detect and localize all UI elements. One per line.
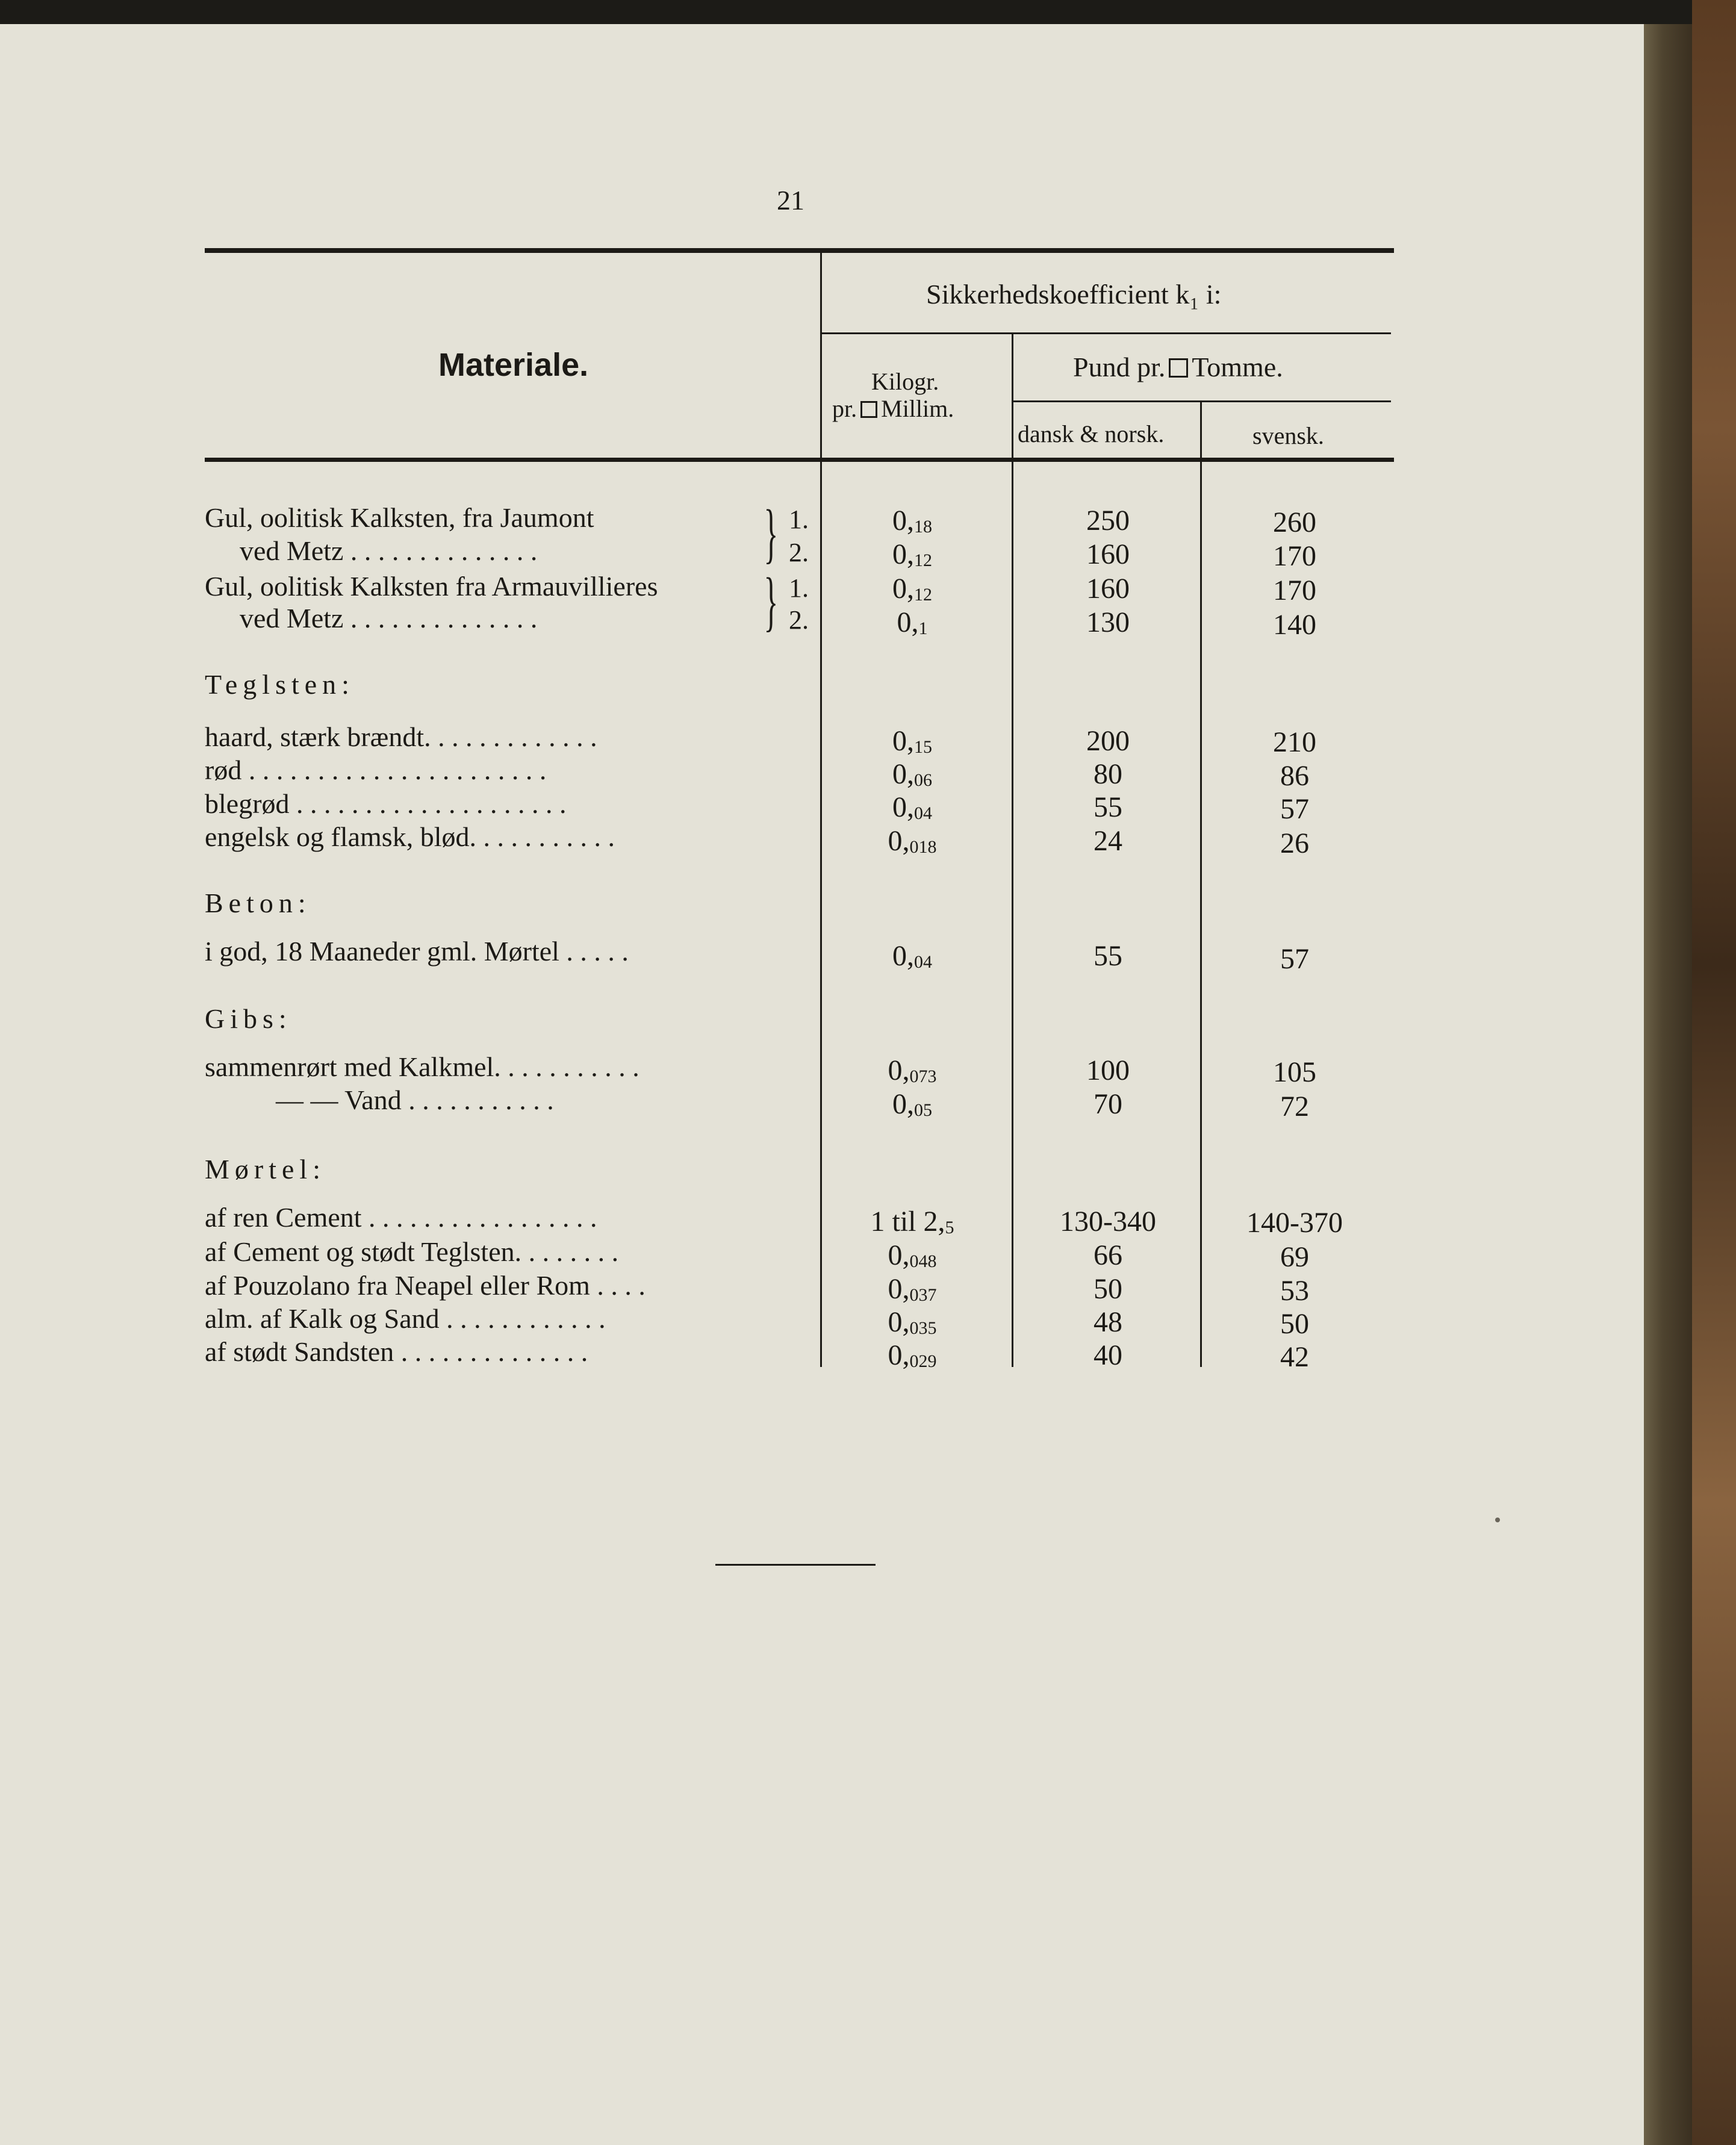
row-label: i god, 18 Maaneder gml. Mørtel . . . . . [205, 936, 629, 967]
header-kilogram-millim: Millim. [881, 395, 954, 422]
dansk-norsk-value: 200 [1086, 725, 1130, 757]
kilogram-value: 0,04 [892, 940, 932, 972]
svensk-value: 170 [1273, 540, 1316, 572]
svensk-value: 86 [1280, 760, 1309, 792]
page-number: 21 [777, 185, 804, 216]
kilogram-value: 0,05 [892, 1088, 932, 1120]
section-title-gibs: Gibs: [205, 1003, 292, 1034]
header-pound-pr: Pund pr. [1073, 352, 1166, 382]
dansk-norsk-value: 160 [1086, 538, 1130, 570]
header-kilogram-pr: pr. [832, 395, 857, 422]
section-title-beton: Beton: [205, 888, 311, 918]
header-svensk: svensk. [1252, 422, 1324, 449]
svensk-value: 170 [1273, 574, 1316, 606]
kilogram-value: 0,18 [892, 505, 932, 537]
header-dansk-norsk: dansk & norsk. [1018, 420, 1165, 447]
kilogram-value: 0,12 [892, 573, 932, 605]
svensk-value: 26 [1280, 827, 1309, 859]
row-index: 1. [789, 573, 809, 603]
kilogram-value: 0,029 [888, 1339, 937, 1371]
row-label: alm. af Kalk og Sand . . . . . . . . . . . . [205, 1303, 606, 1334]
kilogram-value: 0,073 [888, 1054, 937, 1086]
svensk-value: 42 [1280, 1341, 1309, 1373]
column-divider-dansk [1200, 402, 1202, 1367]
kilogram-value: 0,04 [892, 791, 932, 823]
brace-symbol: } [764, 496, 779, 570]
row-label: Gul, oolitisk Kalksten fra Armauvillieres [205, 571, 658, 602]
pound-subheader-rule [1013, 400, 1391, 402]
dansk-norsk-value: 48 [1094, 1306, 1122, 1338]
paper-speck [1495, 1518, 1500, 1522]
square-symbol-icon [1169, 358, 1188, 378]
svensk-value: 69 [1280, 1241, 1309, 1273]
dansk-norsk-value: 70 [1094, 1088, 1122, 1120]
dansk-norsk-value: 100 [1086, 1054, 1130, 1086]
dansk-norsk-value: 55 [1094, 791, 1122, 823]
row-label: ved Metz . . . . . . . . . . . . . . [240, 603, 538, 634]
page-edge-shadow [1644, 24, 1692, 2145]
section-title-teglsten: Teglsten: [205, 669, 355, 700]
header-bottom-rule [205, 458, 1394, 462]
dansk-norsk-value: 55 [1094, 940, 1122, 972]
svensk-value: 57 [1280, 943, 1309, 975]
subheader-rule [822, 332, 1391, 334]
kilogram-value: 0,048 [888, 1239, 937, 1271]
dansk-norsk-value: 50 [1094, 1273, 1122, 1305]
svensk-value: 260 [1273, 506, 1316, 538]
row-label: af Pouzolano fra Neapel eller Rom . . . . [205, 1270, 646, 1301]
svensk-value: 210 [1273, 726, 1316, 758]
svensk-value: 140 [1273, 609, 1316, 641]
dansk-norsk-value: 40 [1094, 1339, 1122, 1371]
row-label: blegrød . . . . . . . . . . . . . . . . . . . . [205, 788, 567, 819]
column-divider-kilogram [1012, 333, 1013, 1367]
row-label: ved Metz . . . . . . . . . . . . . . [240, 535, 538, 566]
header-pound [1073, 351, 1283, 383]
row-label: af Cement og stødt Teglsten. . . . . . . . [205, 1236, 619, 1267]
header-kilogram-unit [832, 394, 954, 423]
svensk-value: 57 [1280, 793, 1309, 825]
dansk-norsk-value: 66 [1094, 1239, 1122, 1271]
header-coefficient [926, 278, 1221, 310]
svensk-value: 140-370 [1246, 1207, 1343, 1239]
kilogram-value: 0,06 [892, 758, 932, 790]
row-index: 1. [789, 505, 809, 534]
row-index: 2. [789, 538, 809, 567]
header-material: Materiale. [438, 347, 589, 383]
dansk-norsk-value: 250 [1086, 505, 1130, 537]
kilogram-value: 0,018 [888, 825, 937, 857]
row-label: af ren Cement . . . . . . . . . . . . . . . . . [205, 1202, 597, 1233]
section-title-mortel: Mørtel: [205, 1154, 326, 1185]
dansk-norsk-value: 130-340 [1060, 1206, 1156, 1238]
row-label: haard, stærk brændt. . . . . . . . . . . . . [205, 721, 597, 752]
book-page [0, 24, 1644, 2145]
svensk-value: 105 [1273, 1056, 1316, 1088]
kilogram-value: 1 til 2,5 [870, 1206, 954, 1238]
dansk-norsk-value: 130 [1086, 606, 1130, 638]
brace-symbol: } [764, 564, 779, 638]
row-label: — — Vand . . . . . . . . . . . [276, 1085, 554, 1115]
kilogram-value: 0,1 [897, 606, 928, 638]
kilogram-value: 0,12 [892, 538, 932, 570]
kilogram-value: 0,15 [892, 725, 932, 757]
row-label: engelsk og flamsk, blød. . . . . . . . . . . [205, 821, 615, 852]
dansk-norsk-value: 24 [1094, 825, 1122, 857]
row-label: sammenrørt med Kalkmel. . . . . . . . . . . [205, 1051, 639, 1082]
square-symbol-icon [860, 401, 877, 418]
header-pound-unit: Tomme. [1192, 352, 1283, 382]
end-rule [715, 1564, 876, 1566]
dansk-norsk-value: 160 [1086, 573, 1130, 605]
svensk-value: 53 [1280, 1275, 1309, 1307]
svensk-value: 50 [1280, 1308, 1309, 1340]
header-coefficient-label: Sikkerhedskoefficient k₁ i: [926, 279, 1222, 310]
kilogram-value: 0,037 [888, 1273, 937, 1305]
dansk-norsk-value: 80 [1094, 758, 1122, 790]
table-top-rule [205, 248, 1394, 253]
row-label: rød . . . . . . . . . . . . . . . . . . . . . . [205, 755, 547, 785]
svensk-value: 72 [1280, 1091, 1309, 1122]
kilogram-value: 0,035 [888, 1306, 937, 1338]
row-label: Gul, oolitisk Kalksten, fra Jaumont [205, 502, 594, 533]
header-kilogram: Kilogr. [871, 368, 939, 395]
row-index: 2. [789, 605, 809, 635]
book-cover-edge [1692, 0, 1736, 2145]
row-label: af stødt Sandsten . . . . . . . . . . . . . . [205, 1336, 588, 1367]
column-divider-material [820, 253, 822, 1367]
